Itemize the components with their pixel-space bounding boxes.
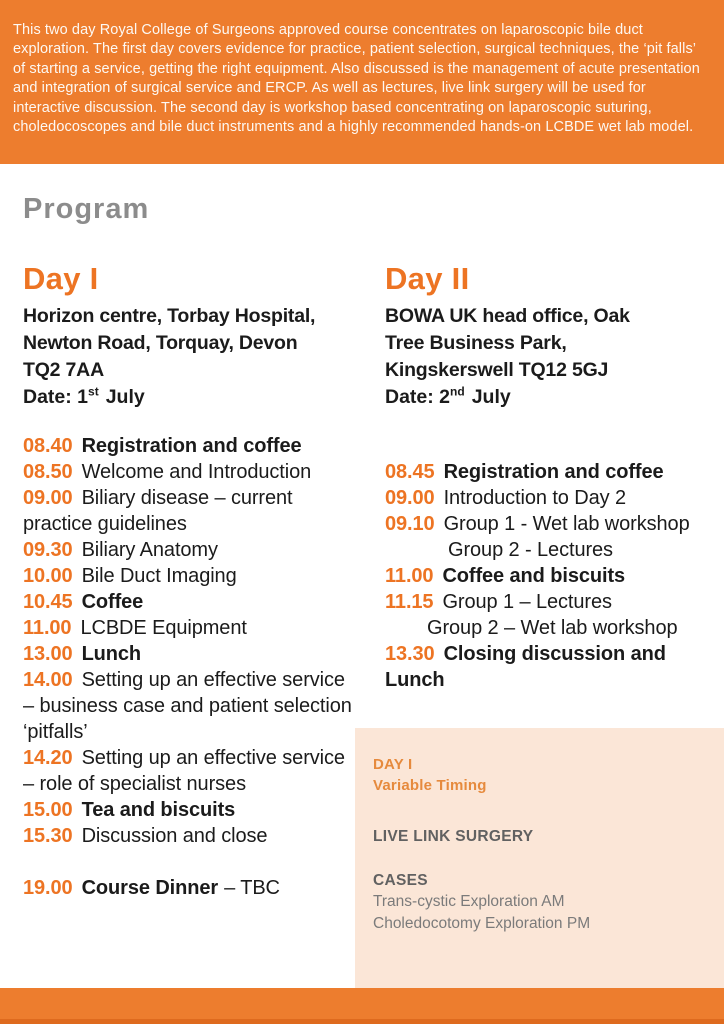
schedule-time: 11.00 [23, 617, 72, 639]
day1-heading: Day I [23, 261, 99, 296]
schedule-time: 10.45 [23, 591, 73, 613]
info-box-cases-list [373, 891, 706, 935]
schedule-item [23, 823, 359, 849]
spacer [373, 796, 706, 826]
schedule-item [23, 485, 359, 537]
schedule-time: 11.15 [385, 591, 434, 613]
schedule-description: Biliary Anatomy [81, 539, 218, 561]
schedule-item [385, 589, 697, 641]
schedule-time: 08.40 [23, 435, 73, 457]
info-box-timing-label: Variable Timing [373, 777, 487, 794]
schedule-description: Course Dinner [81, 877, 219, 899]
venue-line: TQ2 7AA [23, 359, 104, 381]
schedule-item [23, 563, 359, 589]
schedule-item [23, 433, 359, 459]
schedule-item [23, 641, 359, 667]
schedule-time: 09.00 [385, 487, 435, 509]
schedule-time: 10.00 [23, 565, 73, 587]
date-ordinal: nd [450, 384, 465, 399]
day1-venue [23, 303, 359, 384]
schedule-description: Lunch [81, 643, 142, 665]
schedule-item [385, 563, 697, 589]
venue-line: Kingskerswell TQ12 5GJ [385, 359, 609, 381]
schedule-description: Setting up an effective service – role of specialist nurses [23, 747, 345, 795]
info-box-live-link-label: LIVE LINK SURGERY [373, 828, 534, 845]
day1-column [23, 262, 359, 901]
schedule-time: 08.50 [23, 461, 73, 483]
date-prefix: Date: 1 [23, 386, 89, 408]
venue-line: Newton Road, Torquay, Devon [23, 332, 298, 354]
schedule-description: Introduction to Day 2 [443, 487, 627, 509]
intro-banner [0, 0, 724, 164]
schedule-item [23, 615, 359, 641]
schedule-item [23, 537, 359, 563]
schedule-description: Bile Duct Imaging [81, 565, 237, 587]
schedule-description: Biliary disease – current practice guidelines [23, 487, 293, 535]
schedule-continuation: Group 2 - Lectures [448, 539, 613, 561]
schedule-description: Setting up an effective service – business case and patient selection ‘pitfalls’ [23, 669, 352, 743]
schedule-item [385, 641, 697, 693]
schedule-description: Coffee [81, 591, 144, 613]
schedule-time: 13.00 [23, 643, 73, 665]
schedule-time: 14.00 [23, 669, 73, 691]
venue-line: Horizon centre, Torbay Hospital, [23, 305, 316, 327]
date-ordinal: st [88, 384, 99, 399]
schedule-time: 15.00 [23, 799, 73, 821]
schedule-description: Coffee and biscuits [442, 565, 626, 587]
day1-info-box [355, 728, 724, 988]
schedule-description: Closing discussion and Lunch [385, 643, 666, 691]
schedule-item [385, 511, 697, 563]
schedule-item [23, 875, 359, 901]
schedule-time: 19.00 [23, 877, 73, 899]
schedule-time: 09.00 [23, 487, 73, 509]
schedule-description: Group 1 – Lectures [442, 591, 612, 613]
day2-date [385, 384, 697, 411]
schedule-item [23, 459, 359, 485]
schedule-description: Tea and biscuits [81, 799, 236, 821]
schedule-item [23, 667, 359, 745]
footer-bar [0, 988, 724, 1024]
date-month: July [105, 386, 145, 408]
day2-heading: Day II [385, 261, 470, 296]
schedule-item [23, 745, 359, 797]
venue-line: BOWA UK head office, Oak [385, 305, 630, 327]
schedule-description: Welcome and Introduction [81, 461, 312, 483]
schedule-description: Registration and coffee [443, 461, 664, 483]
info-box-cases-label: CASES [373, 872, 428, 889]
schedule-description: LCBDE Equipment [80, 617, 247, 639]
page-title: Program [23, 193, 150, 225]
schedule-description: Discussion and close [81, 825, 268, 847]
day1-schedule [23, 433, 359, 901]
schedule-time: 11.00 [385, 565, 434, 587]
schedule-continuation: Group 2 – Wet lab workshop [427, 617, 678, 639]
case-line: Trans-cystic Exploration AM [373, 893, 565, 910]
day2-column [385, 262, 697, 693]
venue-line: Tree Business Park, [385, 332, 567, 354]
date-month: July [471, 386, 511, 408]
schedule-time: 09.30 [23, 539, 73, 561]
schedule-time: 09.10 [385, 513, 435, 535]
spacer [373, 847, 706, 870]
day2-venue [385, 303, 697, 384]
schedule-description: Group 1 - Wet lab workshop [443, 513, 690, 535]
schedule-item [23, 589, 359, 615]
schedule-time: 13.30 [385, 643, 435, 665]
schedule-time: 15.30 [23, 825, 73, 847]
date-prefix: Date: 2 [385, 386, 451, 408]
schedule-description: Registration and coffee [81, 435, 302, 457]
case-line: Choledocotomy Exploration PM [373, 915, 591, 932]
day1-date [23, 384, 359, 411]
schedule-time: 14.20 [23, 747, 73, 769]
schedule-item [23, 797, 359, 823]
info-box-day-label: DAY I [373, 756, 413, 773]
schedule-item [385, 485, 697, 511]
intro-paragraph: This two day Royal College of Surgeons approved course concentrates on laparoscopic bile duct exploration. The first day covers evidence for practice, patient selection, surgical techniques, the ‘pit falls’ of starting a service, getting the right equipment. Also discussed is the management of acute presentation and integration of surgical service and ERCP. As well as lectures, live link surgery will be used for interactive discussion. The second day is workshop based concentrating on laparoscopic suturing, choledocoscopes and bile duct instruments and a highly recommended hands-on LCBDE wet lab model. [13, 22, 700, 136]
schedule-item [385, 459, 697, 485]
schedule-description-suffix: – TBC [224, 877, 280, 899]
day2-schedule [385, 459, 697, 693]
schedule-time: 08.45 [385, 461, 435, 483]
